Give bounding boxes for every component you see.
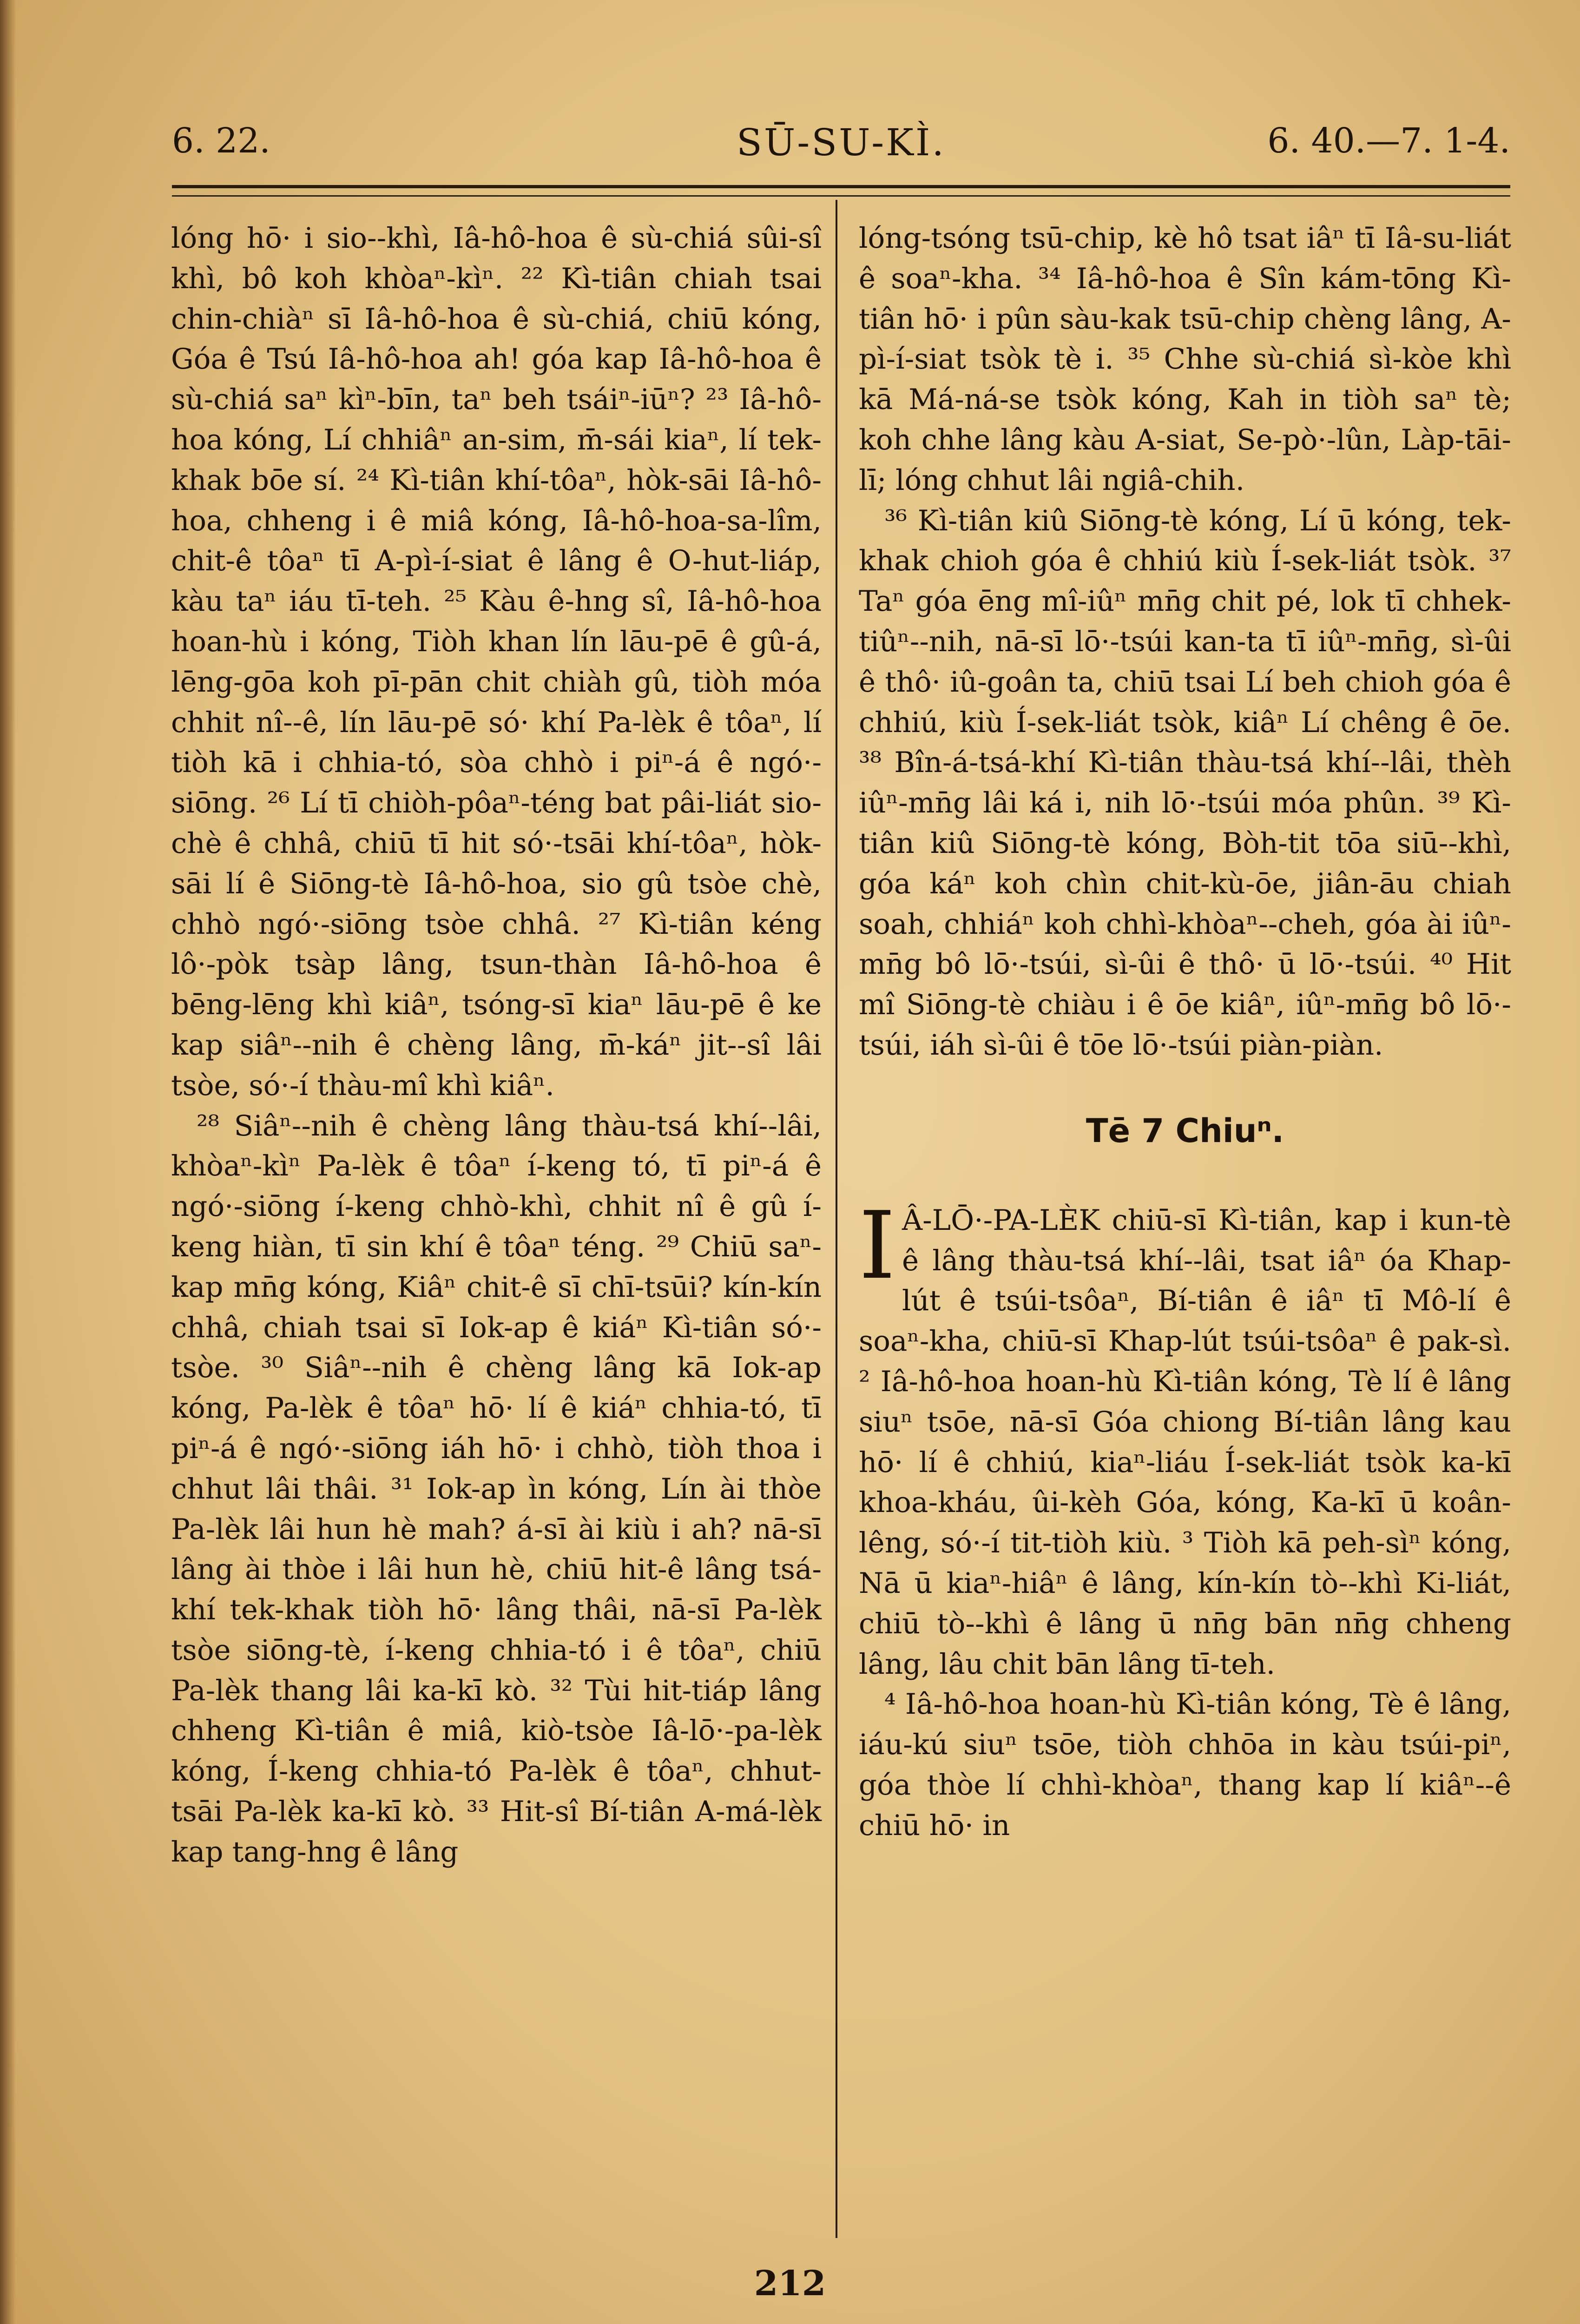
running-header xyxy=(172,116,1510,172)
page-edge-shadow xyxy=(0,0,16,2324)
chapter-heading: Tē 7 Chiuⁿ. xyxy=(1086,1111,1284,1150)
text-paragraph: ³⁶ Kì-tiân kiû Siōng-tè kóng, Lí ū kóng, tek-khak chioh góa ê chhiú kiù Í-sek-liát tsòk. ³⁷ Taⁿ góa ēng mî-iûⁿ mn̄g chit pé, lok tī chhek-tiûⁿ--nih, nā-sī lō·-tsúi kan-ta tī iûⁿ-mn̄g, sì-ûi ê thô· iû-goân ta, chiū tsai Lí beh chioh góa ê chhiú, kiù Í-sek-liát tsòk, kiâⁿ Lí chêng ê ōe. ³⁸ Bîn-á-tsá-khí Kì-tiân thàu-tsá khí--lâi, thèh iûⁿ-mn̄g lâi ká i, nih lō·-tsúi móa phûn. ³⁹ Kì-tiân kiû Siōng-tè kóng, Bòh-tit tōa siū--khì, góa káⁿ koh chìn chit-kù-ōe, jiân-āu chiah soah, chhiáⁿ koh chhì-khòaⁿ--cheh, góa ài iûⁿ-mn̄g bô lō·-tsúi, sì-ûi ê thô· ū lō·-tsúi. ⁴⁰ Hit mî Siōng-tè chiàu i ê ōe kiâⁿ, iûⁿ-mn̄g bô lō·-tsúi, iáh sì-ûi ê tōe lō·-tsúi piàn-piàn. xyxy=(859,504,1511,1062)
drop-cap: I xyxy=(859,1191,896,1300)
page-number: 212 xyxy=(754,2264,826,2304)
left-column xyxy=(171,218,822,1873)
text-paragraph: lóng-tsóng tsū-chip, kè hô tsat iâⁿ tī Iâ-su-liát ê soaⁿ-kha. ³⁴ Iâ-hô-hoa ê Sîn kám-tōng Kì-tiân hō· i pûn sàu-kak tsū-chip chèng lâng, A-pì-í-siat tsòk tè i. ³⁵ Chhe sù-chiá sì-kòe khì kā Má-ná-se tsòk kóng, Kah in tiòh saⁿ tè; koh chhe lâng kàu A-siat, Se-pò·-lûn, Làp-tāi-lī; lóng chhut lâi ngiâ-chih. xyxy=(859,222,1511,497)
header-rule-thin xyxy=(172,195,1510,197)
chapter-first-paragraph xyxy=(859,1191,1511,1685)
text-paragraph: ²⁸ Siâⁿ--nih ê chèng lâng thàu-tsá khí--lâi, khòaⁿ-kìⁿ Pa-lèk ê tôaⁿ í-keng tó, tī piⁿ-á ê ngó·-siōng í-keng chhò-khì, chhit nî ê gû í-keng hiàn, tī sin khí ê tôaⁿ téng. ²⁹ Chiū saⁿ-kap mn̄g kóng, Kiâⁿ chit-ê sī chī-tsūi? kín-kín chhâ, chiah tsai sī Iok-ap ê kiáⁿ Kì-tiân só·-tsòe. ³⁰ Siâⁿ--nih ê chèng lâng kā Iok-ap kóng, Pa-lèk ê tôaⁿ hō· lí ê kiáⁿ chhia-tó, tī piⁿ-á ê ngó·-siōng iáh hō· i chhò, tiòh thoa i chhut lâi thâi. ³¹ Iok-ap ìn kóng, Lín ài thòe Pa-lèk lâi hun hè mah? á-sī ài kiù i ah? nā-sī lâng ài thòe i lâi hun hè, chiū hit-ê lâng tsá-khí tek-khak tiòh hō· lâng thâi, nā-sī Pa-lèk tsòe siōng-tè, í-keng chhia-tó i ê tôaⁿ, chiū Pa-lèk thang lâi ka-kī kò. ³² Tùi hit-tiáp lâng chheng Kì-tiân ê miâ, kiò-tsòe Iâ-lō·-pa-lèk kóng, Í-keng chhia-tó Pa-lèk ê tôaⁿ, chhut-tsāi Pa-lèk ka-kī kò. ³³ Hit-sî Bí-tiân A-má-lèk kap tang-hng ê lâng xyxy=(171,1109,822,1868)
header-verse-range-left: 6. 22. xyxy=(172,121,270,161)
text-paragraph: ⁴ Iâ-hô-hoa hoan-hù Kì-tiân kóng, Tè ê lâng, iáu-kú siuⁿ tsōe, tiòh chhōa in kàu tsúi-piⁿ, góa thòe lí chhì-khòaⁿ, thang kap lí kiâⁿ--ê chiū hō· in xyxy=(859,1688,1511,1842)
chapter-first-paragraph-text: Â-LŌ·-PA-LÈK chiū-sī Kì-tiân, kap i kun-tè ê lâng thàu-tsá khí--lâi, tsat iâⁿ óa Khap-lút ê tsúi-tsôaⁿ, Bí-tiân ê iâⁿ tī Mô-lí ê soaⁿ-kha, chiū-sī Khap-lút tsúi-tsôaⁿ ê pak-sì. ² Iâ-hô-hoa hoan-hù Kì-tiân kóng, Tè lí ê lâng siuⁿ tsōe, nā-sī Góa chiong Bí-tiân lâng kau hō· lí ê chhiú, kiaⁿ-liáu Í-sek-liát tsòk ka-kī khoa-kháu, ûi-kèh Góa, kóng, Ka-kī ū koân-lêng, só·-í tit-tiòh kiù. ³ Tiòh kā peh-sìⁿ kóng, Nā ū kiaⁿ-hiâⁿ ê lâng, kín-kín tò--khì Ki-liát, chiū tò--khì ê lâng ū nn̄g bān nn̄g chheng lâng, lâu chit bān lâng tī-teh. xyxy=(859,1203,1511,1681)
text-paragraph: lóng hō· i sio--khì, Iâ-hô-hoa ê sù-chiá sûi-sî khì, bô koh khòaⁿ-kìⁿ. ²² Kì-tiân chiah tsai chin-chiàⁿ sī Iâ-hô-hoa ê sù-chiá, chiū kóng, Góa ê Tsú Iâ-hô-hoa ah! góa kap Iâ-hô-hoa ê sù-chiá saⁿ kìⁿ-bīn, taⁿ beh tsáiⁿ-iūⁿ? ²³ Iâ-hô-hoa kóng, Lí chhiâⁿ an-sim, m̄-sái kiaⁿ, lí tek-khak bōe sí. ²⁴ Kì-tiân khí-tôaⁿ, hòk-sāi Iâ-hô-hoa, chheng i ê miâ kóng, Iâ-hô-hoa-sa-lîm, chit-ê tôaⁿ tī A-pì-í-siat ê lâng ê O-hut-liáp, kàu taⁿ iáu tī-teh. ²⁵ Kàu ê-hng sî, Iâ-hô-hoa hoan-hù i kóng, Tiòh khan lín lāu-pē ê gû-á, lēng-gōa koh pī-pān chit chiàh gû, tiòh móa chhit nî--ê, lín lāu-pē só· khí Pa-lèk ê tôaⁿ, lí tiòh kā i chhia-tó, sòa chhò i piⁿ-á ê ngó·-siōng. ²⁶ Lí tī chiòh-pôaⁿ-téng bat pâi-liát sio-chè ê chhâ, chiū tī hit só·-tsāi khí-tôaⁿ, hòk-sāi lí ê Siōng-tè Iâ-hô-hoa, sio gû tsòe chè, chhò ngó·-siōng tsòe chhâ. ²⁷ Kì-tiân kéng lô·-pòk tsàp lâng, tsun-thàn Iâ-hô-hoa ê bēng-lēng khì kiâⁿ, tsóng-sī kiaⁿ lāu-pē ê ke kap siâⁿ--nih ê chèng lâng, m̄-káⁿ jit--sî lâi tsòe, só·-í thàu-mî khì kiâⁿ. xyxy=(171,222,822,1102)
header-book-title: SŪ-SU-KÌ. xyxy=(737,121,946,164)
header-verse-range-right: 6. 40.—7. 1-4. xyxy=(1267,121,1510,161)
right-column xyxy=(859,218,1511,1846)
column-divider xyxy=(836,200,837,2238)
header-rule-thick xyxy=(172,185,1510,188)
